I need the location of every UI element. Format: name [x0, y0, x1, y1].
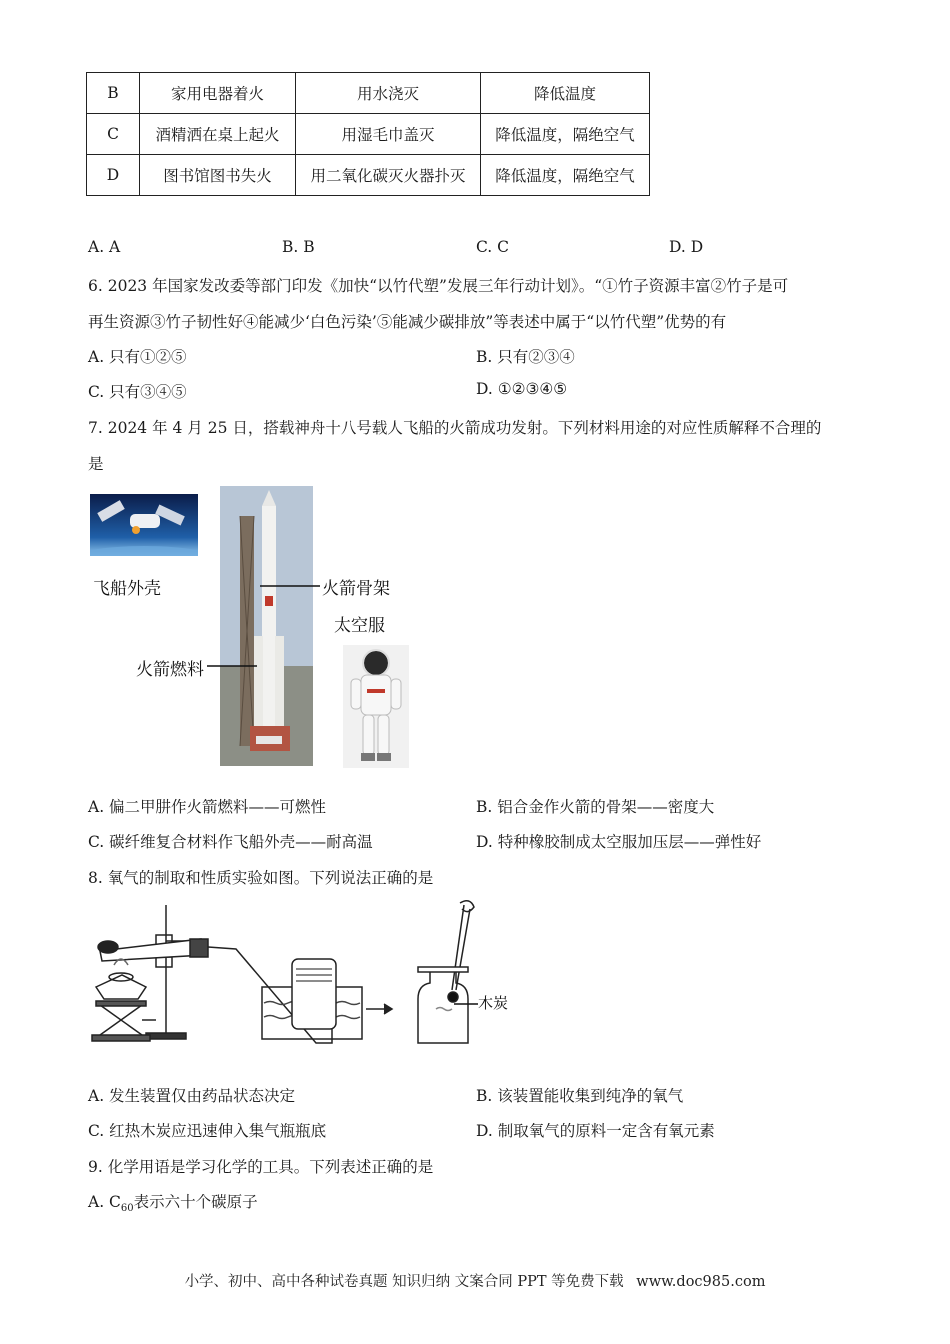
footer-url[interactable]: www.doc985.com [636, 1274, 766, 1290]
spacesuit-photo [343, 645, 409, 768]
q9-option-a-subscript: 60 [120, 1203, 134, 1215]
charcoal-bottle-diagram [412, 895, 498, 1047]
fuel-pointer-line [207, 660, 257, 672]
q9-stem: 9. 化学用语是学习化学的工具。下列表述正确的是 [88, 1158, 434, 1176]
q8-option-d[interactable]: D. 制取氧气的原料一定含有氧元素 [476, 1122, 715, 1140]
table-row [87, 73, 650, 114]
row-method: 用湿毛巾盖灭 [296, 114, 481, 155]
q9-option-a[interactable] [88, 1190, 258, 1214]
q7-option-d[interactable]: D. 特种橡胶制成太空服加压层——弹性好 [476, 833, 762, 851]
q7-option-b[interactable]: B. 铝合金作火箭的骨架——密度大 [476, 798, 715, 816]
q6-stem-line1: 6. 2023 年国家发改委等部门印发《加快“以竹代塑”发展三年行动计划》。“①竹子资源丰富②竹子是可 [88, 277, 789, 295]
row-event: 酒精洒在桌上起火 [140, 114, 296, 155]
row-principle: 降低温度 [481, 73, 650, 114]
row-event: 图书馆图书失火 [140, 155, 296, 196]
table-row [87, 114, 650, 155]
q9-option-a-prefix: A. C [88, 1193, 121, 1211]
q7-option-c[interactable]: C. 碳纤维复合材料作飞船外壳——耐高温 [88, 833, 373, 851]
q7-stem-line1: 7. 2024 年 4 月 25 日，搭载神舟十八号载人飞船的火箭成功发射。下列材料用途的对应性质解释不合理的 [88, 419, 822, 437]
label-rocket-fuel: 火箭燃料 [136, 660, 204, 680]
q6-option-d[interactable]: D. ①②③④⑤ [476, 380, 568, 398]
q8-stem: 8. 氧气的制取和性质实验如图。下列说法正确的是 [88, 869, 434, 887]
row-method: 用二氧化碳灭火器扑灭 [296, 155, 481, 196]
oxygen-apparatus-diagram [86, 895, 466, 1047]
q6-option-a[interactable]: A. 只有①②⑤ [88, 348, 187, 366]
rocket-photo [220, 486, 313, 766]
charcoal-pointer-line [454, 1000, 478, 1008]
spaceship-photo [90, 494, 198, 556]
table-row [87, 155, 650, 196]
q8-option-c[interactable]: C. 红热木炭应迅速伸入集气瓶瓶底 [88, 1122, 327, 1140]
label-charcoal: 木炭 [478, 994, 509, 1012]
label-spaceship-shell: 飞船外壳 [93, 579, 161, 599]
page-footer [0, 1270, 950, 1291]
label-spacesuit: 太空服 [334, 616, 385, 636]
label-rocket-frame: 火箭骨架 [322, 579, 390, 599]
footer-text: 小学、初中、高中各种试卷真题 知识归纳 文案合同 PPT 等免费下载 [184, 1274, 624, 1290]
q8-option-a[interactable]: A. 发生装置仅由药品状态决定 [88, 1087, 296, 1105]
q5-option-d[interactable]: D. D [669, 238, 704, 256]
q6-stem-line2: 再生资源③竹子韧性好④能减少‘白色污染’⑤能减少碳排放”等表述中属于“以竹代塑”优势的有 [88, 313, 727, 331]
row-method: 用水浇灭 [296, 73, 481, 114]
row-letter: B [87, 73, 140, 114]
frame-pointer-line [260, 580, 320, 592]
q6-option-b[interactable]: B. 只有②③④ [476, 348, 575, 366]
row-event: 家用电器着火 [140, 73, 296, 114]
q9-option-a-text: 表示六十个碳原子 [133, 1193, 258, 1211]
q5-option-a[interactable]: A. A [88, 238, 121, 256]
q8-option-b[interactable]: B. 该装置能收集到纯净的氧气 [476, 1087, 684, 1105]
row-letter: D [87, 155, 140, 196]
fire-table [86, 72, 650, 196]
q7-stem-line2: 是 [88, 455, 104, 473]
row-letter: C [87, 114, 140, 155]
q7-option-a[interactable]: A. 偏二甲肼作火箭燃料——可燃性 [88, 798, 327, 816]
q6-option-c[interactable]: C. 只有③④⑤ [88, 383, 187, 401]
q5-option-b[interactable]: B. B [282, 238, 315, 256]
q5-option-c[interactable]: C. C [476, 238, 510, 256]
row-principle: 降低温度，隔绝空气 [481, 114, 650, 155]
row-principle: 降低温度，隔绝空气 [481, 155, 650, 196]
